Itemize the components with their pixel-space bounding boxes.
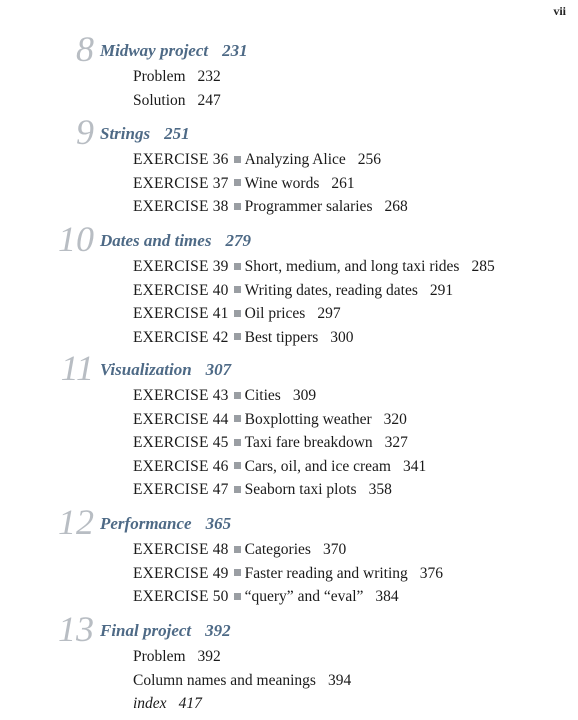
bullet-square-icon <box>234 203 241 210</box>
bullet-square-icon <box>234 486 241 493</box>
chapter-number: 13 <box>58 609 94 649</box>
entry-page: 341 <box>402 457 427 475</box>
toc-entry[interactable]: Problem 392 <box>133 648 221 665</box>
toc-entry[interactable]: EXERCISE 42 Best tippers 300 <box>133 328 354 346</box>
chapter-number: 8 <box>76 29 94 69</box>
index-entry[interactable]: index 417 <box>133 695 202 712</box>
entry-page: 384 <box>375 588 399 605</box>
toc-entry[interactable]: EXERCISE 41 Oil prices 297 <box>133 305 341 322</box>
bullet-square-icon <box>234 439 241 446</box>
chapter-heading[interactable] <box>0 112 578 152</box>
chapter-page: 392 <box>205 621 231 640</box>
chapter-title[interactable]: Visualization 307 <box>100 360 232 379</box>
chapter-8 <box>0 29 578 112</box>
entry-page: 247 <box>197 91 221 109</box>
chapter-heading[interactable] <box>0 219 578 259</box>
chapter-number: 11 <box>60 348 94 388</box>
chapter-12 <box>0 502 578 609</box>
toc-entry[interactable]: EXERCISE 47 Seaborn taxi plots 358 <box>133 481 392 498</box>
entry-page: 320 <box>383 410 407 428</box>
chapter-11 <box>0 348 578 502</box>
chapter-page: 251 <box>164 124 190 143</box>
bullet-square-icon <box>234 392 241 399</box>
toc-entry[interactable]: EXERCISE 38 Programmer salaries 268 <box>133 198 408 215</box>
toc-entry[interactable]: EXERCISE 44 Boxplotting weather 320 <box>133 410 407 428</box>
bullet-square-icon <box>234 263 241 270</box>
chapter-10 <box>0 219 578 349</box>
bullet-square-icon <box>234 286 241 293</box>
chapter-heading[interactable] <box>0 348 578 388</box>
bullet-square-icon <box>234 593 241 600</box>
chapter-page: 231 <box>222 41 248 60</box>
chapter-number: 10 <box>58 219 94 259</box>
chapter-13 <box>0 609 578 692</box>
chapter-number: 12 <box>58 502 94 542</box>
chapter-title[interactable]: Final project 392 <box>100 621 231 640</box>
bullet-square-icon <box>234 310 241 317</box>
toc-entry[interactable]: EXERCISE 48 Categories 370 <box>133 541 347 558</box>
entry-page: 232 <box>197 68 221 85</box>
entry-page: 268 <box>384 198 408 215</box>
chapter-number: 9 <box>76 112 94 152</box>
entry-page: 309 <box>292 387 317 404</box>
chapter-title[interactable]: Strings 251 <box>100 124 190 143</box>
entry-page: 285 <box>471 258 495 275</box>
toc-entry[interactable]: Column names and meanings 394 <box>133 671 352 689</box>
toc-entry[interactable]: EXERCISE 45 Taxi fare breakdown 327 <box>133 434 408 451</box>
entry-page: 376 <box>419 564 444 582</box>
toc-entry[interactable]: EXERCISE 49 Faster reading and writing 376 <box>133 564 444 582</box>
entry-page: 392 <box>197 648 221 665</box>
chapter-title[interactable]: Performance 365 <box>100 514 232 533</box>
bullet-square-icon <box>234 333 241 340</box>
bullet-square-icon <box>234 415 241 422</box>
chapter-title[interactable]: Midway project 231 <box>100 41 248 60</box>
entry-page: 256 <box>357 151 382 168</box>
bullet-square-icon <box>234 156 241 163</box>
entry-page: 300 <box>330 328 354 346</box>
toc-entry[interactable]: EXERCISE 40 Writing dates, reading dates 291 <box>133 281 454 299</box>
entry-page: 297 <box>317 305 341 322</box>
chapter-page: 307 <box>205 360 232 379</box>
toc-entry[interactable]: EXERCISE 39 Short, medium, and long taxi rides 285 <box>133 258 495 275</box>
chapter-heading[interactable] <box>0 29 578 69</box>
toc-entry[interactable]: EXERCISE 37 Wine words 261 <box>133 174 355 192</box>
entry-page: 394 <box>327 671 352 689</box>
chapter-heading[interactable] <box>0 609 578 649</box>
chapter-page: 279 <box>225 231 251 250</box>
bullet-square-icon <box>234 546 241 553</box>
index-page: 417 <box>178 695 202 712</box>
entry-page: 261 <box>331 174 355 192</box>
toc-entry[interactable]: EXERCISE 36 Analyzing Alice 256 <box>133 151 382 168</box>
entry-page: 291 <box>429 281 454 299</box>
bullet-square-icon <box>234 569 241 576</box>
chapter-title[interactable]: Dates and times 279 <box>100 231 251 250</box>
toc-entry[interactable]: EXERCISE 43 Cities 309 <box>133 387 317 404</box>
chapter-9 <box>0 112 578 219</box>
bullet-square-icon <box>234 462 241 469</box>
page-number: vii <box>553 4 566 18</box>
toc-entry[interactable]: EXERCISE 46 Cars, oil, and ice cream 341 <box>133 457 427 475</box>
chapter-page: 365 <box>205 514 232 533</box>
entry-page: 358 <box>368 481 392 498</box>
toc-entry[interactable]: Solution 247 <box>133 91 221 109</box>
chapter-heading[interactable] <box>0 502 578 542</box>
entry-page: 327 <box>384 434 408 451</box>
toc-entry[interactable]: EXERCISE 50 “query” and “eval” 384 <box>133 588 399 605</box>
bullet-square-icon <box>234 179 241 186</box>
entry-page: 370 <box>322 541 347 558</box>
toc-entry[interactable]: Problem 232 <box>133 68 221 85</box>
